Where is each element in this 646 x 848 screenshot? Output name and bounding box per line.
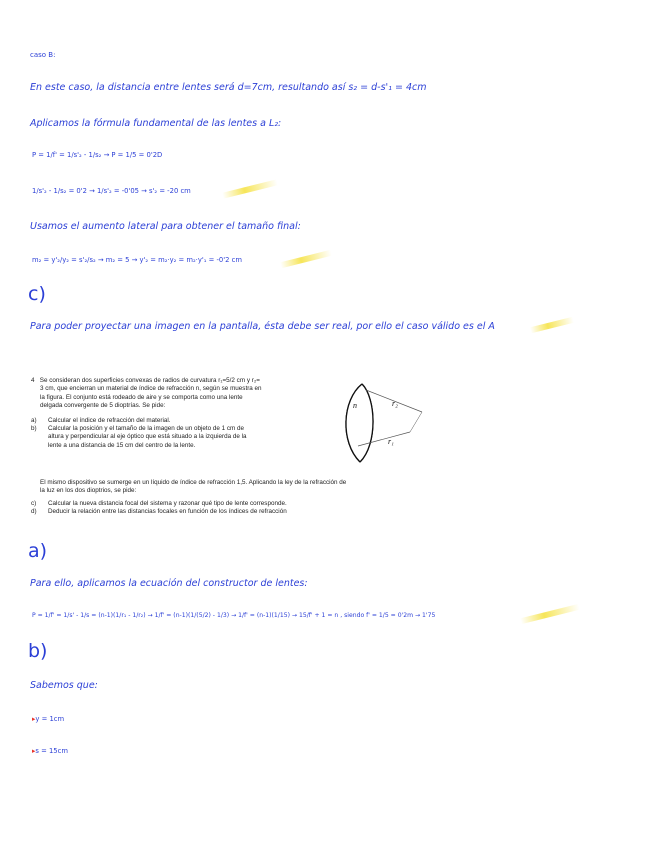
equation-magnification: m₂ = y'₂/y₂ = s'₂/s₂ → m₂ = 5 → y'₂ = m₂·y₂ = m₂·y'₁ = -0'2 cm xyxy=(32,256,242,264)
highlight-mark xyxy=(530,317,574,333)
equation-image-distance: 1/s'₂ - 1/s₂ = 0'2 → 1/s'₂ = -0'05 → s'₂ = -20 cm xyxy=(32,187,191,195)
label-b: b) xyxy=(28,640,48,662)
bullet-arrow-icon: ▸ xyxy=(32,715,36,723)
item-object-height: ▸y = 1cm xyxy=(32,715,65,723)
problem-number: 4 xyxy=(31,377,35,384)
item-label: d) xyxy=(31,508,37,516)
text-line-lateral: Usamos el aumento lateral para obtener el tamaño final: xyxy=(30,221,301,232)
item-object-distance: ▸s = 15cm xyxy=(32,747,68,755)
problem-line: Se consideran dos superficies convexas de radios de curvatura r₁=5/2 cm y r₂= xyxy=(39,377,260,384)
equation-lensmaker: P = 1/f' = 1/s' - 1/s = (n-1)(1/r₁ - 1/r₂) → 1/f' = (n-1)(1/(5/2) - 1/3) → 1/f' = (n-1)(1/15) → 15/f' + 1 = n , siendo f' = 1/5 = 0'2m → 1'75 xyxy=(32,612,436,619)
item-label: c) xyxy=(31,499,37,507)
figure-label-n: n xyxy=(353,401,357,410)
item-text: Calcular la posición y el tamaño de la imagen de un objeto de 1 cm de xyxy=(48,425,245,433)
item-text: Deducir la relación entre las distancias focales en función de los índices de refracción xyxy=(48,508,287,516)
item-text: altura y perpendicular al eje óptico que está situado a la izquierda de la xyxy=(48,433,247,441)
case-b-title: caso B: xyxy=(30,51,56,59)
text-line-sabemos: Sabemos que: xyxy=(30,680,98,691)
problem-line: la figura. El conjunto está rodeado de aire y se comporta como una lente xyxy=(40,393,243,401)
item-label: a) xyxy=(31,416,37,424)
highlight-mark xyxy=(280,250,332,268)
equation-power: P = 1/f' = 1/s'₂ - 1/s₂ → P = 1/5 = 0'2D xyxy=(32,151,163,159)
figure-label-r1: r₁ xyxy=(388,437,394,446)
problem-line: 3 cm, que encierran un material de índice de refracción n, según se muestra en xyxy=(40,385,262,393)
text-line-projection: Para poder proyectar una imagen en la pantalla, ésta debe ser real, por ello el caso válido es el A xyxy=(30,321,495,332)
label-a: a) xyxy=(28,540,48,562)
item-text: Calcular el índice de refracción del material. xyxy=(48,416,171,424)
lens-figure xyxy=(322,378,434,470)
problem-part-two xyxy=(31,479,426,517)
figure-label-r2: r₂ xyxy=(392,399,398,408)
center-link xyxy=(410,412,422,432)
text-line-formula: Aplicamos la fórmula fundamental de las lentes a L₂: xyxy=(30,118,282,129)
highlight-mark xyxy=(222,179,278,198)
item-text: lente a una distancia de 15 cm del centro de la lente. xyxy=(48,441,196,449)
text-line-lensmaker: Para ello, aplicamos la ecuación del constructor de lentes: xyxy=(30,578,308,589)
problem-statement xyxy=(31,377,321,450)
para2-line: la luz en los dos dioptrios, se pide: xyxy=(40,487,137,495)
problem-line: delgada convergente de 5 dioptrías. Se pide: xyxy=(40,402,166,410)
item-text: Calcular la nueva distancia focal del sistema y razonar qué tipo de lente corresponde. xyxy=(48,499,287,507)
item-label: b) xyxy=(31,425,37,433)
highlight-mark xyxy=(520,604,580,624)
bullet-arrow-icon: ▸ xyxy=(32,747,36,755)
para2-line: El mismo dispositivo se sumerge en un líquido de índice de refracción 1,5. Aplicando la ley de la refracción de xyxy=(40,479,347,486)
text-line-distance: En este caso, la distancia entre lentes será d=7cm, resultando así s₂ = d-s'₁ = 4cm xyxy=(30,82,427,93)
label-c: c) xyxy=(28,283,46,305)
